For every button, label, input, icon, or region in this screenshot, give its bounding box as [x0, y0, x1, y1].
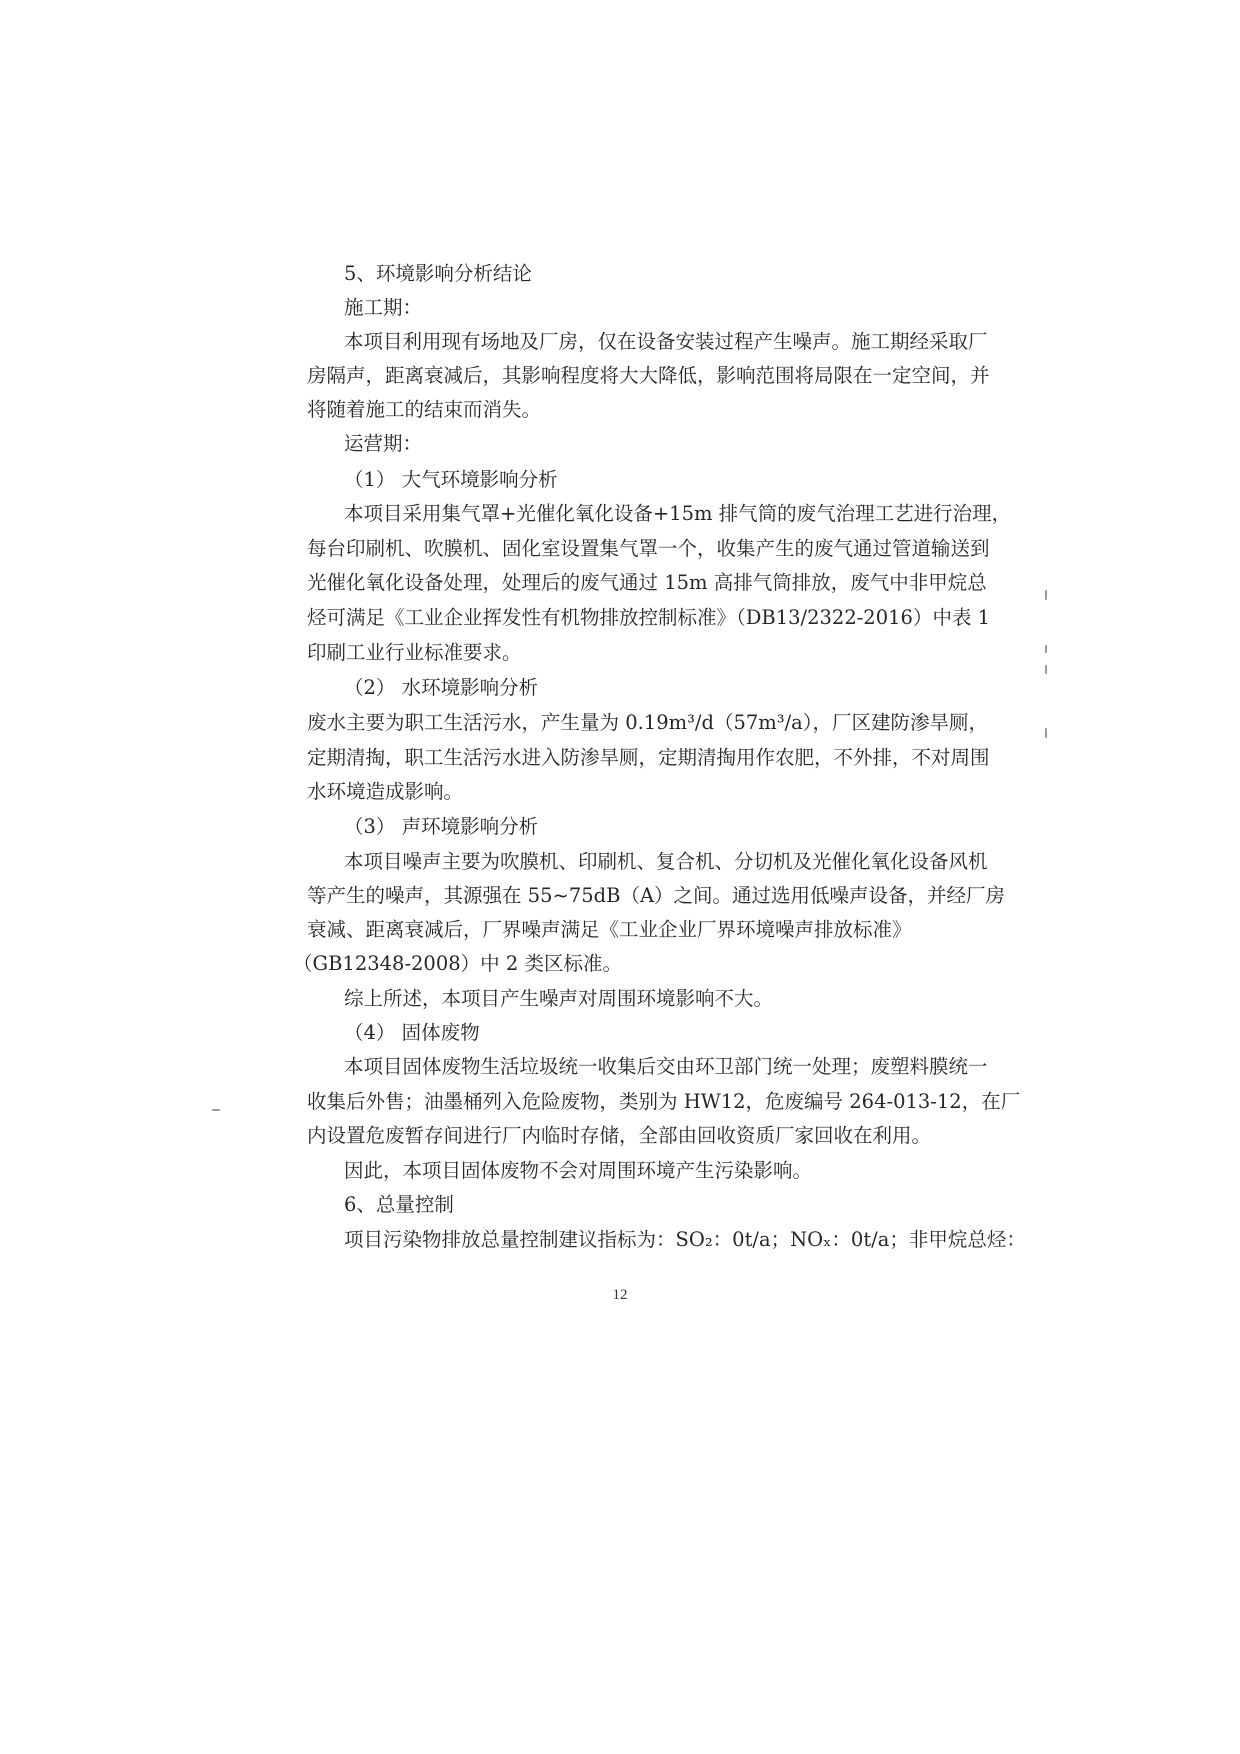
paragraph-line: 收集后外售；油墨桶列入危险废物，类别为 HW12，危废编号 264-013-12，在厂: [307, 1090, 1021, 1113]
section-heading: （2） 水环境影响分析: [344, 676, 539, 699]
paragraph-line: 综上所述，本项目产生噪声对周围环境影响不大。: [344, 987, 774, 1010]
paragraph-line: 废水主要为职工生活污水，产生量为 0.19m³/d（57m³/a），厂区建防渗旱厕，: [307, 711, 989, 734]
paragraph-line: 本项目固体废物生活垃圾统一收集后交由环卫部门统一处理；废塑料膜统一: [344, 1055, 988, 1078]
paragraph-line: 本项目噪声主要为吹膜机、印刷机、复合机、分切机及光催化氧化设备风机: [344, 850, 988, 873]
sub-heading: 施工期：: [344, 296, 423, 319]
scan-speck: [1045, 728, 1047, 738]
paragraph-line: 衰减、距离衰减后，厂界噪声满足《工业企业厂界环境噪声排放标准》: [307, 918, 912, 941]
section-heading: 5、环境影响分析结论: [344, 262, 532, 285]
paragraph-line: 本项目采用集气罩+光催化氧化设备+15m 排气筒的废气治理工艺进行治理，: [344, 502, 1012, 525]
paragraph-line: （GB12348-2008）中 2 类区标准。: [293, 952, 622, 975]
scan-speck: [1045, 665, 1047, 674]
page-number: 12: [612, 1287, 628, 1303]
paragraph-line: 因此，本项目固体废物不会对周围环境产生污染影响。: [344, 1159, 813, 1182]
sub-heading: 运营期：: [344, 432, 423, 455]
paragraph-line: 房隔声，距离衰减后，其影响程度将大大降低，影响范围将局限在一定空间，并: [307, 364, 990, 387]
scan-speck: [1045, 645, 1047, 653]
section-heading: （4） 固体废物: [344, 1021, 480, 1044]
paragraph-line: 水环境造成影响。: [307, 780, 464, 803]
section-heading: （3） 声环境影响分析: [344, 815, 539, 838]
paragraph-line: 项目污染物排放总量控制建议指标为：SO₂：0t/a；NOₓ：0t/a；非甲烷总烃：: [344, 1228, 1026, 1251]
section-heading: 6、总量控制: [344, 1193, 454, 1216]
paragraph-line: 印刷工业行业标准要求。: [307, 641, 522, 664]
paragraph-line: 光催化氧化设备处理，处理后的废气通过 15m 高排气筒排放，废气中非甲烷总: [307, 571, 987, 594]
scan-speck: [1045, 590, 1047, 600]
paragraph-line: 烃可满足《工业企业挥发性有机物排放控制标准》（DB13/2322-2016）中表 1: [307, 606, 991, 629]
paragraph-line: 内设置危废暂存间进行厂内临时存储，全部由回收资质厂家回收在利用。: [307, 1124, 932, 1147]
scan-speck: [212, 1109, 220, 1111]
paragraph-line: 定期清掏，职工生活污水进入防渗旱厕，定期清掏用作农肥，不外排，不对周围: [307, 746, 990, 769]
section-heading: （1） 大气环境影响分析: [344, 468, 558, 491]
paragraph-line: 每台印刷机、吹膜机、固化室设置集气罩一个，收集产生的废气通过管道输送到: [307, 537, 990, 560]
paragraph-line: 将随着施工的结束而消失。: [307, 398, 542, 421]
paragraph-line: 本项目利用现有场地及厂房，仅在设备安装过程产生噪声。施工期经采取厂: [344, 330, 988, 353]
paragraph-line: 等产生的噪声，其源强在 55~75dB（A）之间。通过选用低噪声设备，并经厂房: [307, 884, 1006, 907]
